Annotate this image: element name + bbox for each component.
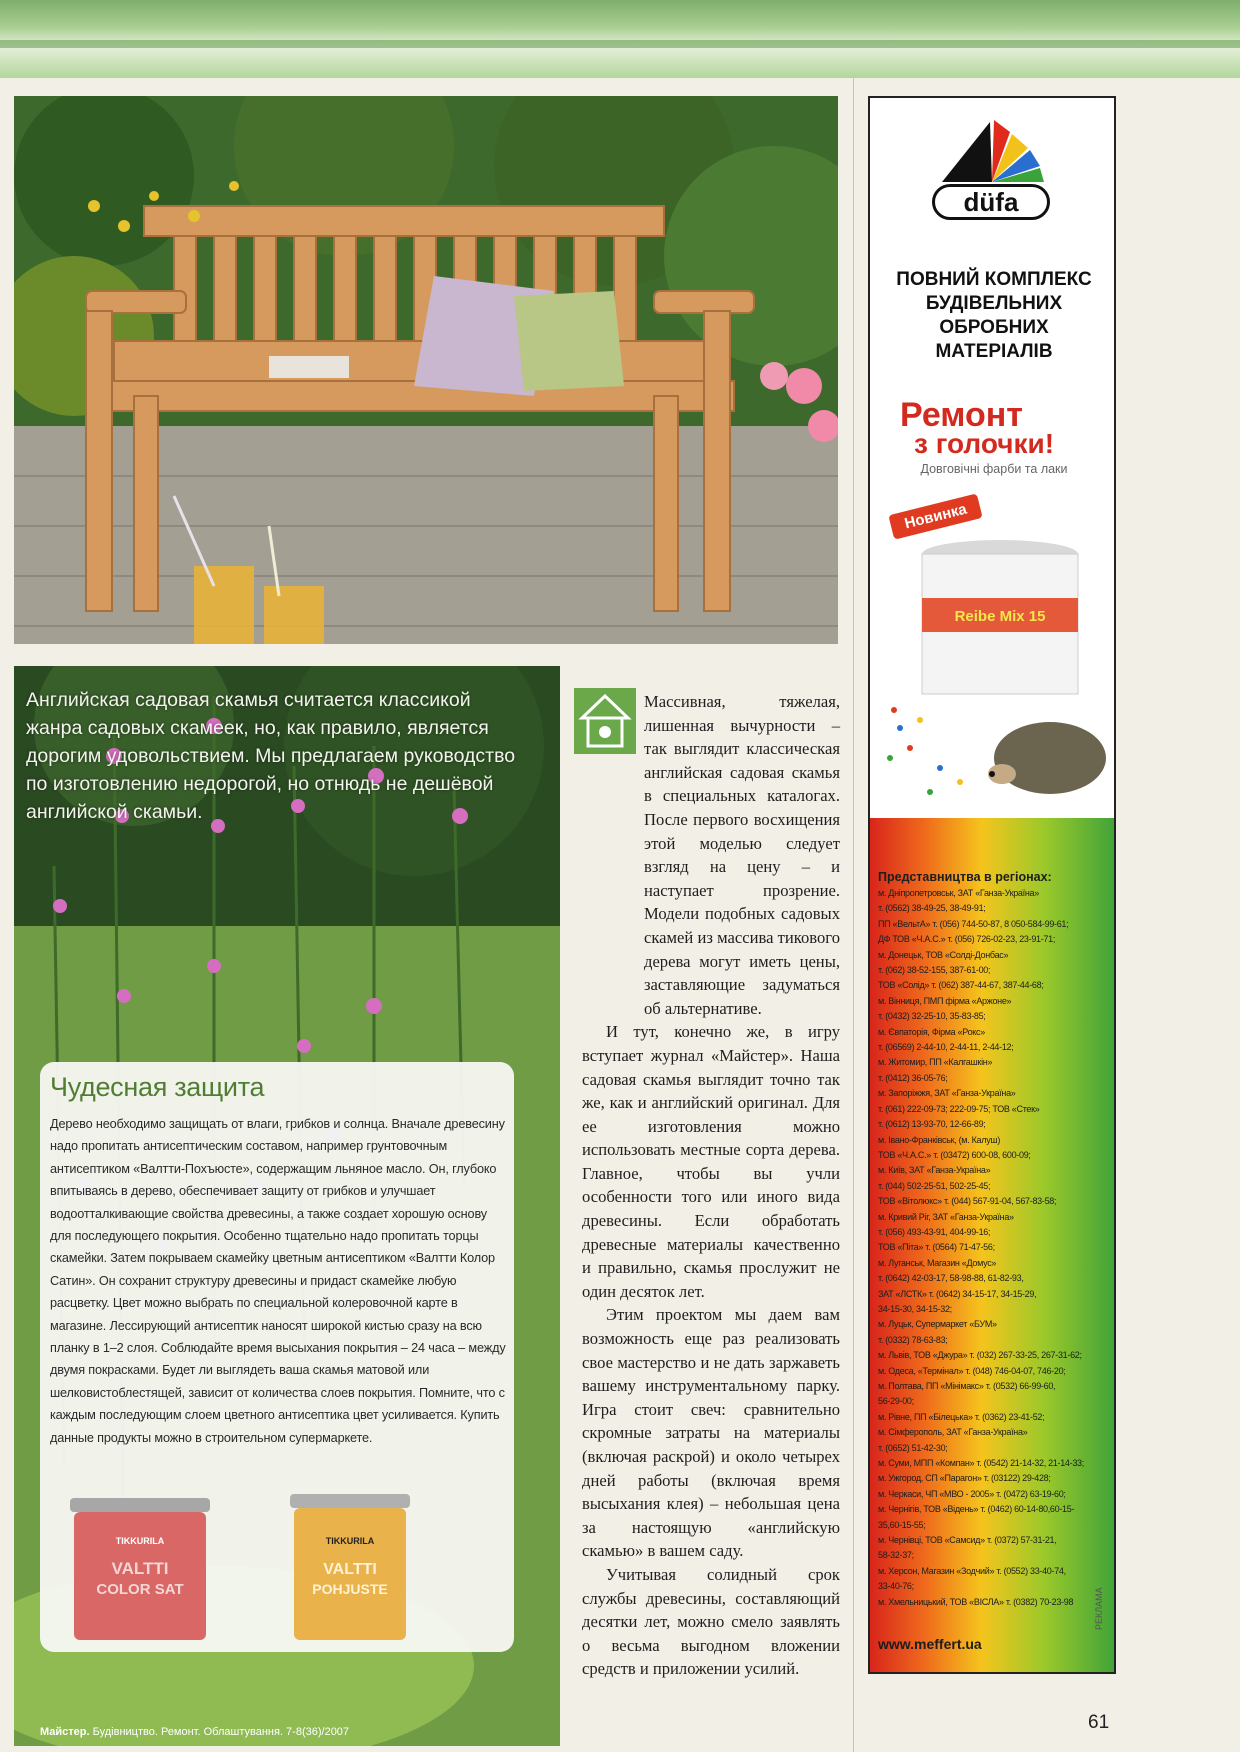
contact-line: ТОВ «Солід» т. (062) 387-44-67, 387-44-68; <box>878 980 1044 991</box>
ad-url-link[interactable]: www.meffert.ua <box>878 1636 982 1652</box>
photo-caption: Английская садовая скамья считается классикой жанра садовых скамеек, но, как правило, является дорогим удовольствием. Мы предлагаем руководство по изготовлению недорогой, но отнюдь не дешёвой английской скамьи. <box>26 689 516 823</box>
contact-line: м. Рівне, ПП «Білецька» т. (0362) 23-41-52; <box>878 1411 1045 1422</box>
dufa-advertisement <box>868 96 1116 1674</box>
dufa-brand: düfa <box>932 184 1050 220</box>
contact-line: т. (056) 493-43-91, 404-99-16; <box>878 1226 991 1237</box>
contact-line: ЗАТ «ЛСТК» т. (0642) 34-15-17, 34-15-29, <box>878 1288 1037 1299</box>
contact-line: м. Івано-Франківськ, (м. Калуш) <box>878 1134 1001 1145</box>
contact-line: м. Ужгород, СП «Парагон» т. (03122) 29-428; <box>878 1473 1051 1484</box>
contacts-list <box>878 886 1112 1610</box>
contact-line: м. Житомир, ПП «Калгашкін» <box>878 1057 993 1068</box>
bench-photo <box>14 96 838 644</box>
contact-line: 56-29-00; <box>878 1396 914 1407</box>
article-paragraph-4: Учитывая солидный срок службы древесины, составляющий десятки лет, можно смело заявлять о весьма выгодном вложении средств и приложении усилий. <box>582 1564 840 1679</box>
contact-line: м. Чернігів, ТОВ «Відень» т. (0462) 60-14-80,60-15- <box>878 1504 1075 1515</box>
contact-line: 34-15-30, 34-15-32; <box>878 1303 952 1314</box>
contact-line: ТОВ «Ч.А.С.» т. (03472) 600-08, 600-09; <box>878 1149 1031 1160</box>
paint-bucket-image <box>900 518 1090 708</box>
column-divider <box>853 78 854 1752</box>
contact-line: м. Чернівці, ТОВ «Самсид» т. (0372) 57-31-21, <box>878 1535 1057 1546</box>
contact-line: м. Кривий Ріг, ЗАТ «Ганза-Україна» <box>878 1211 1014 1222</box>
contact-line: м. Луганськ, Магазин «Домус» <box>878 1257 997 1268</box>
contact-line: т. (0432) 32-25-10, 35-83-85; <box>878 1011 986 1022</box>
contact-line: м. Херсон, Магазин «Зодчий» т. (0552) 33-40-74, <box>878 1565 1066 1576</box>
ad-remont: Ремонт <box>900 396 1023 434</box>
can1-brand: TIKKURILA <box>115 1536 165 1546</box>
can2-name2: POHJUSTE <box>312 1581 388 1597</box>
contact-line: м. Одеса, «Термінал» т. (048) 746-04-07, 746-20; <box>878 1365 1066 1376</box>
contact-line: м. Луцьк, Супермаркет «БУМ» <box>878 1319 997 1330</box>
top-decorative-bar <box>0 0 1240 78</box>
paint-cans-image <box>60 1486 480 1646</box>
article-paragraph-1: Массивная, тяжелая, лишенная вычурности – так выглядит классическая английская садовая скамья в специальных каталогах. После первого восхищения этой моделью следует взгляд на цену – и наступает прозрение. Модели подобных садовых скамей из массива тикового дерева могут иметь цены, заставляющие задуматься об альтернативе. <box>644 692 840 1018</box>
magazine-footer <box>40 1726 349 1738</box>
contact-line: м. Київ, ЗАТ «Ганза-Україна» <box>878 1165 991 1176</box>
contact-line: м. Донецьк, ТОВ «Солді-Донбас» <box>878 949 1009 960</box>
can2-brand: TIKKURILA <box>325 1536 375 1546</box>
page-number: 61 <box>1088 1712 1110 1733</box>
contact-line: т. (0412) 36-05-76; <box>878 1072 948 1083</box>
contact-line: ПП «ВельтА» т. (056) 744-50-87, 8 050-584-99-61; <box>878 918 1069 929</box>
product-name: Reibe Mix 15 <box>954 608 1046 625</box>
contact-line: 33-40-76; <box>878 1581 914 1592</box>
contact-line: т. (044) 502-25-51, 502-25-45; <box>878 1180 991 1191</box>
contact-line: т. (0332) 78-63-83; <box>878 1334 948 1345</box>
protection-box-title: Чудесная защита <box>50 1072 265 1102</box>
contact-line: м. Хмельницький, ТОВ «ВІСЛА» т. (0382) 70-23-98 <box>878 1596 1074 1607</box>
contact-line: т. (061) 222-09-73; 222-09-75; ТОВ «Стек» <box>878 1103 1040 1114</box>
protection-box-text: Дерево необходимо защищать от влаги, грибков и солнца. Вначале древесину надо пропитать антисептическим составом, например грунтовочным антисептиком «Валтти-Похъюсте», содержащим льняное масло. Он, глубоко впитываясь в дерево, обеспечивает защиту от грибков и улучшает водоотталкивающие свойства древесины, а также создает хорошую основу для последующего покрытия. Особенно тщательно надо пропитать торцы скамейки. Затем покрываем скамейку цветным антисептиком «Валтти Колор Сатин». Он сохранит структуру древесины и придаст скамейке любую расцветку. Цвет можно выбрать по специальной колеровочной карте в магазине. Лессирующий антисептик наносят широкой кистью сразу на всю планку в 1–2 слоя. Соблюдайте время высыхания покрытия – 24 часа – между двумя покрасками. Будет ли выглядеть ваша скамья матовой или шелковистоблестящей, зависит от количества слоев покрытия. Помните, что с каждым последующим слоем цветного антисептика цвет усиливается. Купить данные продукты можно в строительном супермаркете. <box>50 1117 506 1445</box>
ad-subtitle: Довговічні фарби та лаки <box>920 462 1068 476</box>
new-badge: Новинка <box>888 493 983 539</box>
contact-line: ТОВ «Вітолюкс» т. (044) 567-91-04, 567-83-58; <box>878 1196 1057 1207</box>
top-stripe <box>0 40 1240 48</box>
magazine-issue: Будівництво. Ремонт. Облаштування. 7-8(36)/2007 <box>89 1726 350 1738</box>
ad-golochki: з голочки! <box>914 428 1055 459</box>
contact-line: м. Полтава, ПП «Мінімакс» т. (0532) 66-99-60, <box>878 1381 1056 1391</box>
contact-line: т. (0652) 51-42-30; <box>878 1442 948 1453</box>
can1-name1: VALTTI <box>111 1559 169 1578</box>
valtti-color-can <box>70 1498 210 1640</box>
ad-contacts <box>870 818 1116 1674</box>
contact-line: м. Черкаси, ЧП «МВО - 2005» т. (0472) 63-19-60; <box>878 1488 1066 1499</box>
contact-line: ДФ ТОВ «Ч.А.С.» т. (056) 726-02-23, 23-91-71; <box>878 934 1056 945</box>
contact-line: т. (062) 38-52-155, 387-61-00; <box>878 965 991 976</box>
article-paragraph-2: И тут, конечно же, в игру вступает журнал «Майстер». Наша садовая скамья выглядит точно так же, как и английский оригинал. Для ее изготовления можно использовать местные сорта дерева. Главное, чтобы вы учли особенности того или иного вида древесины. Если обработать древесные материалы качественно и правильно, скамья прослужит не один десяток лет. <box>582 1022 840 1301</box>
can2-name1: VALTTI <box>323 1561 377 1578</box>
contact-line: м. Суми, МПП «Компан» т. (0542) 21-14-32, 21-14-33; <box>878 1458 1084 1469</box>
advertising-tag: РЕКЛАМА <box>1094 1587 1104 1630</box>
magazine-name: Майстер. <box>40 1726 90 1738</box>
contact-line: м. Дніпропетровськ, ЗАТ «Ганза-Україна» <box>878 888 1039 898</box>
ad-slogan: ПОВНИЙ КОМПЛЕКС БУДІВЕЛЬНИХ ОБРОБНИХ МАТЕРІАЛІВ <box>896 269 1092 362</box>
contact-line: т. (06569) 2-44-10, 2-44-11, 2-44-12; <box>878 1042 1014 1053</box>
contact-line: м. Вінниця, ПМП фірма «Аржоне» <box>878 995 1012 1006</box>
contacts-title: Представництва в регіонах: <box>878 870 1052 884</box>
contact-line: 58-32-37; <box>878 1550 914 1561</box>
article-paragraph-3: Этим проектом мы даем вам возможность еще раз реализовать свое мастерство и не дать заржаветь вашему инструментальному парку. Игра стоит свеч: сравнительно скромные затраты на материалы (включая раскрой) и около четырех дней работы (включая время высыхания клея) – небольшая цена за настоящую «английскую скамью» в вашем саду. <box>582 1305 840 1561</box>
contact-line: 35,60-15-55; <box>878 1519 926 1530</box>
contact-line: ТОВ «Піта» т. (0564) 71-47-56; <box>878 1242 995 1253</box>
article-text <box>582 690 840 1681</box>
contact-line: м. Євпаторія, Фірма «Рокс» <box>878 1026 985 1037</box>
contact-line: м. Запоріжжя, ЗАТ «Ганза-Україна» <box>878 1088 1016 1099</box>
hedgehog-icon <box>880 698 1108 808</box>
contact-line: т. (0562) 38-49-25, 38-49-91; <box>878 903 986 914</box>
valtti-pohjuste-can <box>290 1494 410 1640</box>
contact-line: т. (0612) 13-93-70, 12-66-89; <box>878 1119 986 1130</box>
contact-line: м. Львів, ТОВ «Джура» т. (032) 267-33-25, 267-31-62; <box>878 1350 1082 1361</box>
contact-line: т. (0642) 42-03-17, 58-98-88, 61-82-93, <box>878 1273 1024 1284</box>
contact-line: м. Сімферополь, ЗАТ «Ганза-Україна» <box>878 1427 1028 1438</box>
can1-name2: COLOR SAT <box>96 1581 184 1598</box>
